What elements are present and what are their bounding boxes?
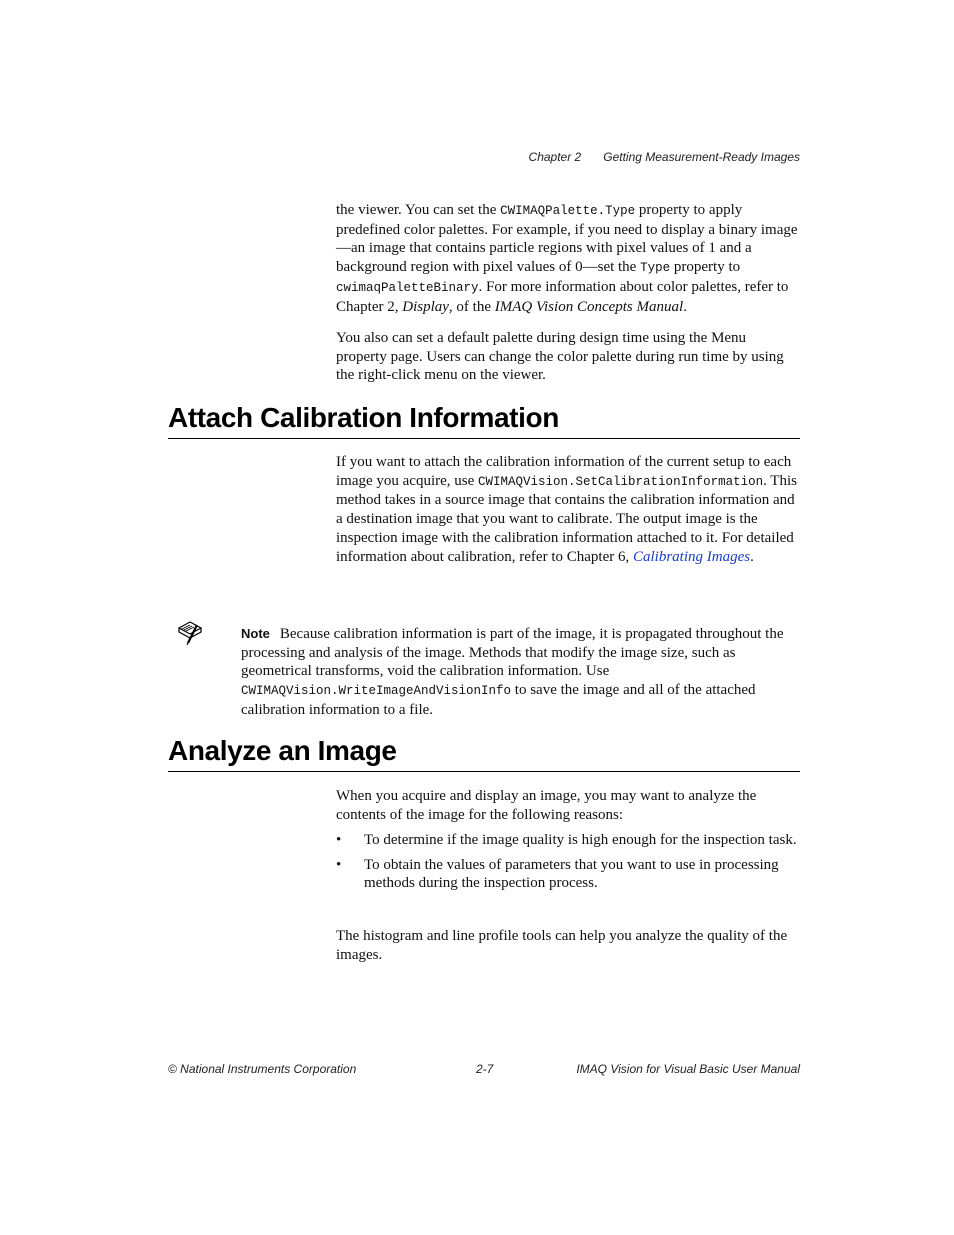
ref-concepts-manual: IMAQ Vision Concepts Manual — [494, 298, 684, 315]
analyze-paragraph-2: The histogram and line profile tools can help you analyze the quality of the images. — [336, 928, 788, 963]
code-write-image-vision-info: CWIMAQVision.WriteImageAndVisionInfo — [241, 684, 512, 699]
list-item: • To determine if the image quality is high enough for the inspection task. — [336, 832, 797, 848]
header-title: Getting Measurement-Ready Images — [603, 150, 800, 164]
code-palette-binary: cwimaqPaletteBinary — [336, 280, 479, 295]
running-header — [529, 150, 800, 164]
calibration-paragraph: If you want to attach the calibration information of the current setup to each image you acquire, use CWIMAQVision.SetCalibrationInformation. This method takes in a source image that contains the calibration information and a destination image that you want to calibrate. The output image is the inspection image with the calibration information attached to it. For detailed information about calibration, refer to Chapter 6, Calibrating Images. — [336, 454, 797, 565]
footer-page-number: 2-7 — [476, 1062, 494, 1076]
section-heading-attach-calibration: Attach Calibration Information — [168, 402, 800, 439]
footer-right: IMAQ Vision for Visual Basic User Manual — [576, 1062, 800, 1076]
section-heading-analyze-image: Analyze an Image — [168, 735, 800, 772]
ref-display: Display — [402, 298, 449, 315]
code-palette-type: CWIMAQPalette.Type — [500, 204, 636, 218]
footer-left: © National Instruments Corporation — [168, 1062, 357, 1076]
header-chapter: Chapter 2 — [528, 150, 582, 164]
note-block: Note Because calibration information is part of the image, it is propagated throughout the processing and analysis of the image. Methods that modify the image size, such as geometrical transforms, void the calibration information. Use CWIMAQVision.WriteImageAndVisionInfo to save the image and all of the attached calibration information to a file. — [241, 626, 784, 718]
intro-paragraph-1: the viewer. You can set the CWIMAQPalette.Type property to apply predefined color palettes. For example, if you need to display a binary image—an image that contains particle regions with pixel values of 1 and a background region with pixel values of 0—set the Type property to cwimaqPaletteBinary. For more information about color palettes, refer to Chapter 2, Display, of the IMAQ Vision Concepts Manual. — [336, 202, 798, 315]
note-label: Note — [241, 626, 270, 641]
reasons-list — [336, 831, 800, 899]
intro-paragraph-2: You also can set a default palette during design time using the Menu property page. Users can change the color palette during run time by using the right-click menu on the viewer. — [336, 330, 784, 384]
code-type: Type — [640, 261, 671, 276]
code-set-calibration: CWIMAQVision.SetCalibrationInformation — [478, 474, 764, 489]
link-calibrating-images[interactable]: Calibrating Images — [632, 548, 751, 565]
analyze-paragraph-1: When you acquire and display an image, you may want to analyze the contents of the image for the following reasons: — [336, 788, 757, 823]
list-item: • To obtain the values of parameters that you want to use in processing methods during the inspection process. — [336, 856, 779, 892]
note-pad-pencil-icon — [176, 619, 204, 645]
